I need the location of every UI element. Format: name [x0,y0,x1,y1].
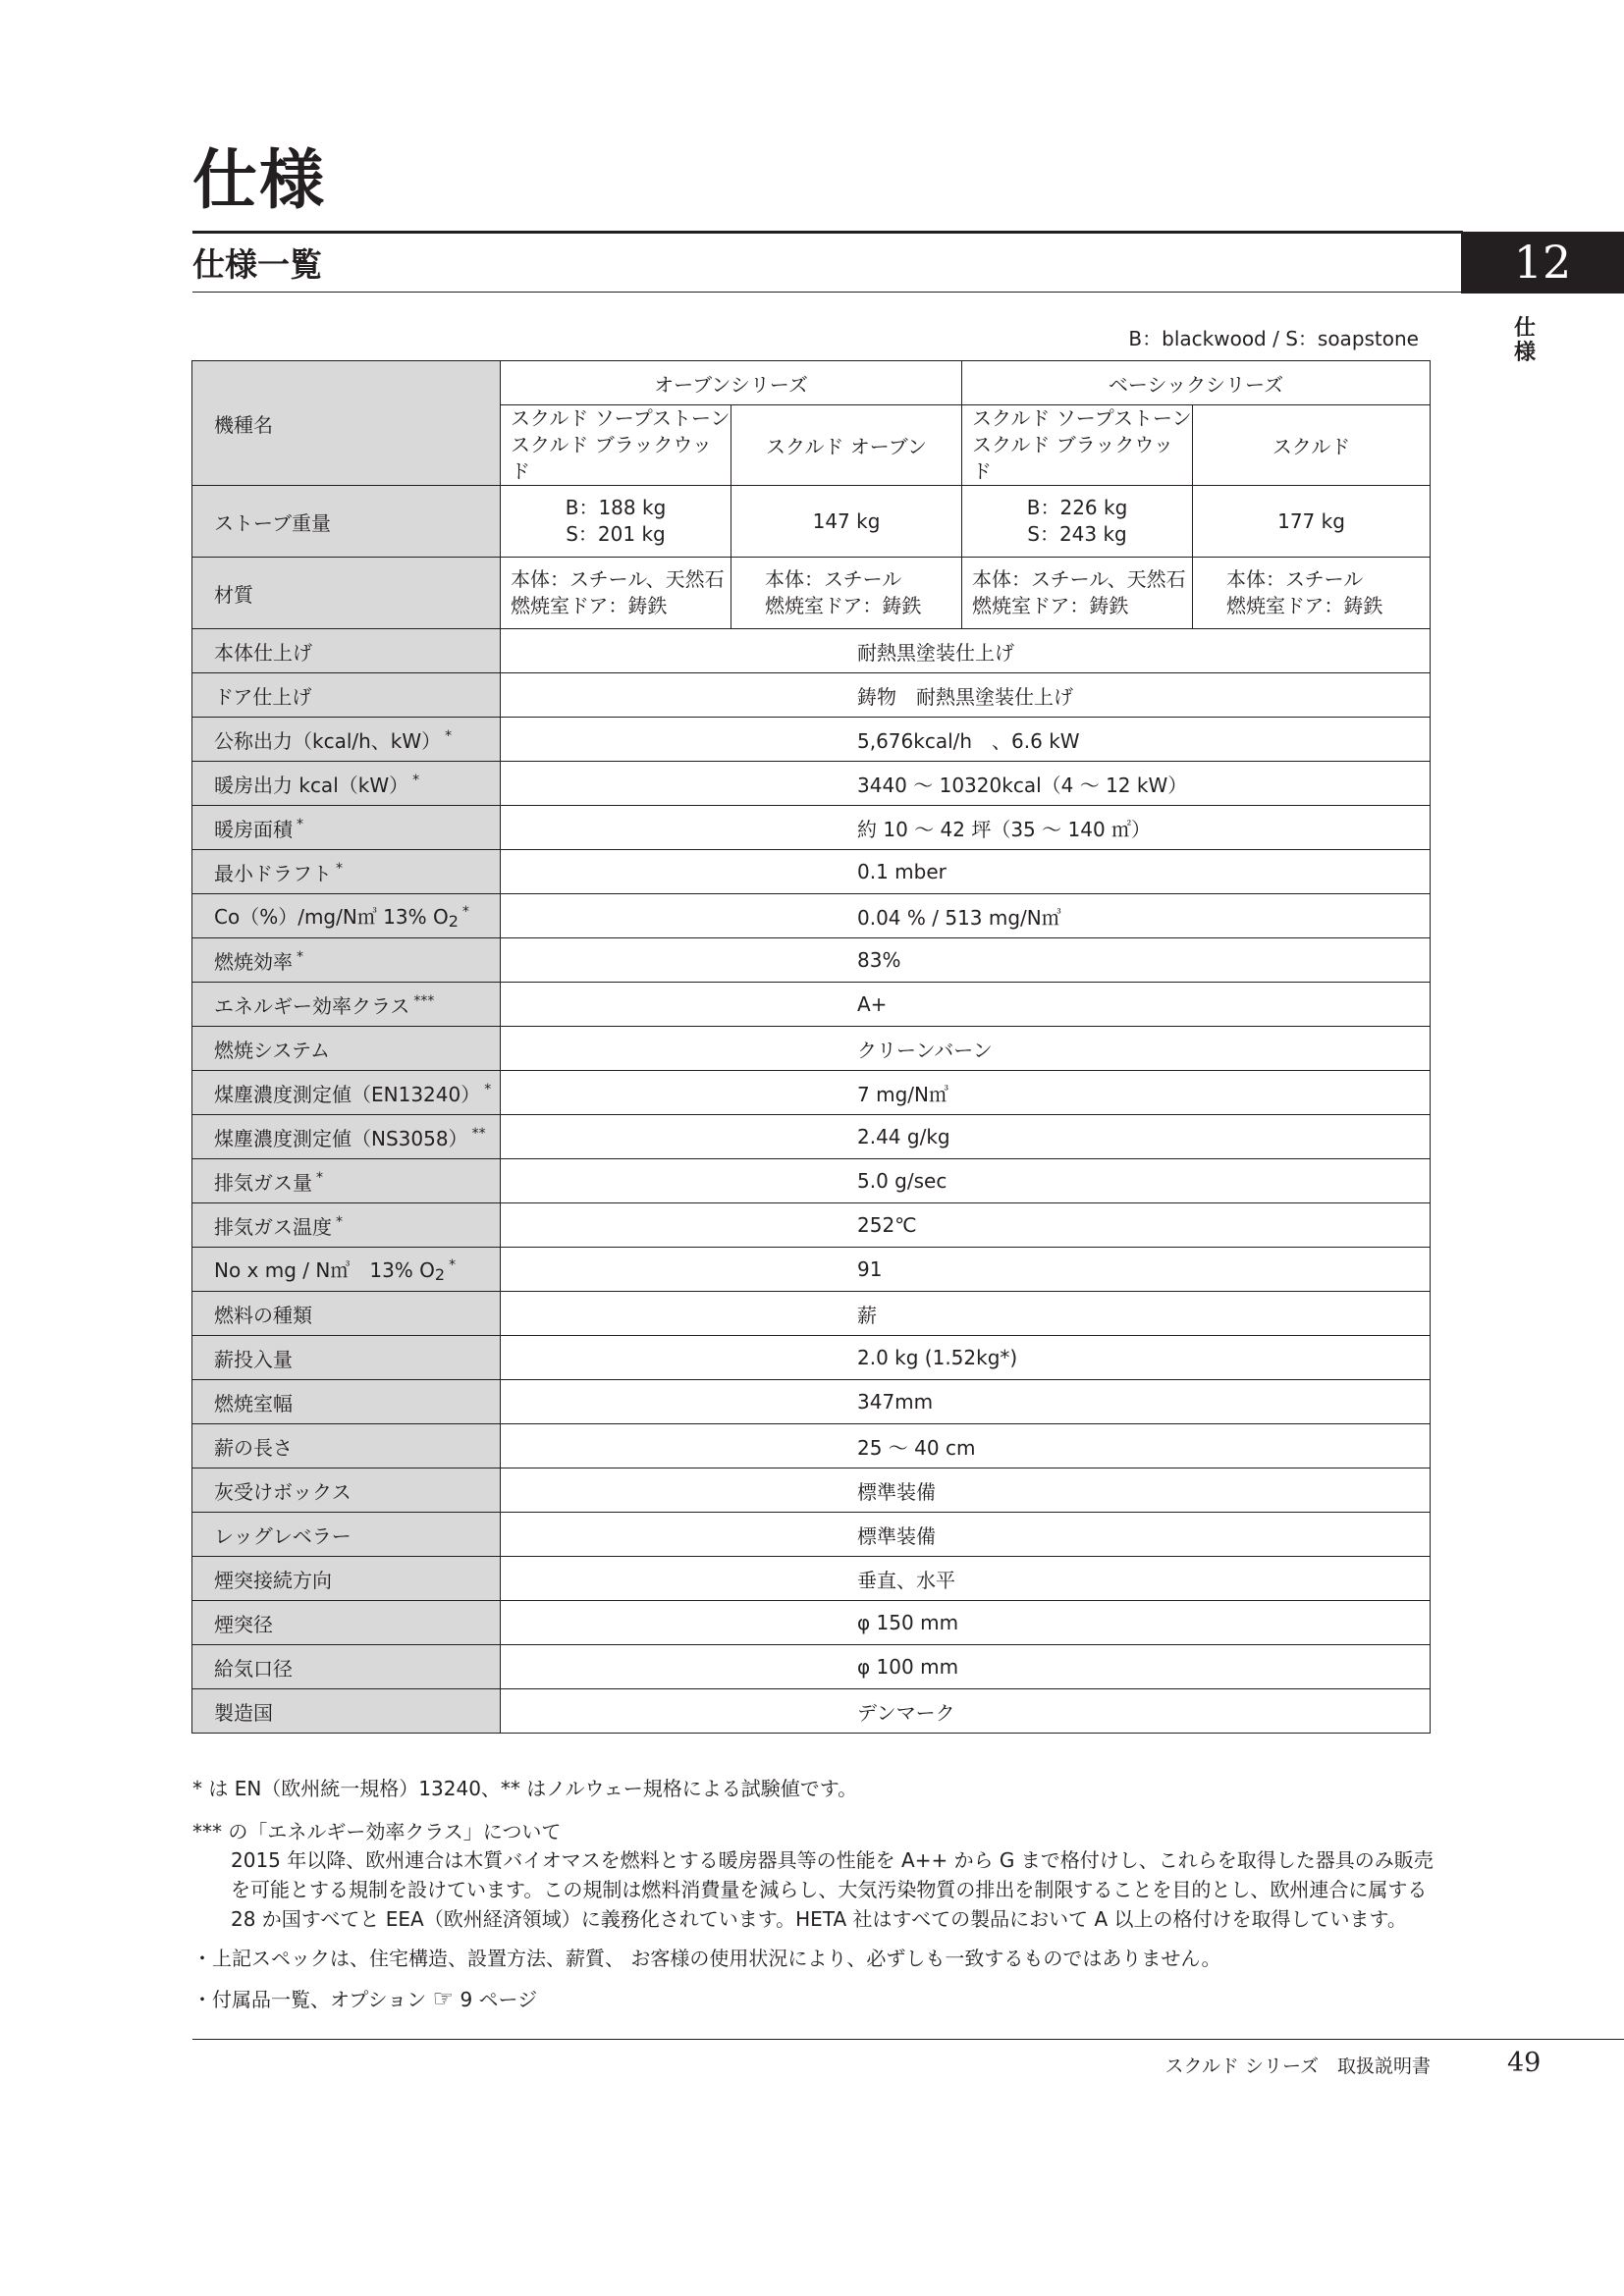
row-label-text: 燃焼室幅 [214,1391,293,1415]
note-accessories [192,1985,537,2014]
chapter-side-label [1510,316,1540,365]
row-footnote-mark: * [412,772,420,788]
row-label-text: 製造国 [214,1700,273,1725]
row-label-text: 灰受けボックス [214,1479,352,1504]
row-label [192,1203,501,1248]
row-label [192,1689,501,1734]
row-value: 鋳物 耐熱黒塗装仕上げ [501,673,1431,718]
row-value: 5.0 g/sec [501,1159,1431,1203]
material-line: 燃焼室ドア：鋳鉄 [972,594,1129,617]
model-col3 [962,405,1193,486]
model-col2: スクルド オーブン [731,405,962,486]
row-value: 標準装備 [501,1468,1431,1513]
row-label-text: 煙突接続方向 [214,1568,332,1592]
row-value: 83% [501,938,1431,983]
row-footnote-mark: * [445,727,453,744]
row-value: A+ [501,983,1431,1027]
row-value: 25 ～ 40 cm [501,1424,1431,1468]
material-col4 [1193,558,1431,629]
row-label [192,850,501,894]
row-value: 252℃ [501,1203,1431,1248]
row-label [192,1071,501,1115]
weight-label: ストーブ重量 [192,486,501,558]
row-label [192,1424,501,1468]
table-row [192,1689,1431,1734]
model-line: スクルド ソープストーン [511,406,731,430]
row-label [192,983,501,1027]
accessories-text: ・付属品一覧、オプション [192,1988,427,2011]
row-label-text: 給気口径 [214,1656,293,1681]
row-label [192,1248,501,1292]
row-label-subscript: 2 [448,912,459,931]
row-label-text: エネルギー効率クラス [214,993,410,1018]
row-value: 2.44 g/kg [501,1115,1431,1159]
title-rule [192,231,1463,234]
table-row [192,673,1431,718]
table-row [192,1645,1431,1689]
row-label [192,806,501,850]
row-label [192,1027,501,1071]
row-footnote-mark: * [336,860,343,877]
row-label [192,1292,501,1336]
table-row [192,629,1431,673]
row-label [192,1336,501,1380]
row-value: 約 10 ～ 42 坪（35 ～ 140 ㎡） [501,806,1431,850]
row-label [192,629,501,673]
side-label-char: 様 [1513,340,1536,365]
row-label-text: Co（%）/mg/N㎥ 13% O [214,905,449,929]
row-label [192,1601,501,1645]
table-row [192,1513,1431,1557]
weight-line: B：188 kg [565,496,667,519]
section-subtitle: 仕様一覧 [192,245,322,284]
row-label-text: 煤塵濃度測定値（NS3058） [214,1126,468,1150]
row-label [192,673,501,718]
open-series-header: オーブンシリーズ [501,361,962,405]
spec-rows [192,629,1431,1734]
table-row [192,1159,1431,1203]
accessories-page-ref: 9 ページ [460,1988,538,2011]
note-test-standard: * は EN（欧州統一規格）13240、** はノルウェー規格による試験値です。 [192,1777,858,1800]
row-label [192,1557,501,1601]
basic-series-header: ベーシックシリーズ [962,361,1431,405]
row-label [192,1115,501,1159]
table-row [192,762,1431,806]
table-row [192,1027,1431,1071]
row-label-subscript: 2 [434,1265,446,1284]
row-label-text: レッグレベラー [214,1523,352,1548]
row-value: φ 100 mm [501,1645,1431,1689]
row-label-text: 本体仕上げ [214,640,312,665]
row-footnote-mark: * [316,1169,323,1186]
row-label [192,762,501,806]
page-number: 49 [1507,2048,1542,2078]
note-energy-class-body [231,1845,1434,1934]
material-line: 本体：スチール [1226,567,1364,591]
row-value: 垂直、水平 [501,1557,1431,1601]
model-line: スクルド ブラックウッド [511,433,712,483]
material-line: 本体：スチール、天然石 [972,567,1186,591]
weight-row [192,486,1431,558]
row-value: 2.0 kg (1.52kg*) [501,1336,1431,1380]
material-legend: B：blackwood / S：soapstone [1128,327,1419,350]
subtitle-rule [192,292,1463,293]
note-line: を可能とする規制を設けています。この規制は燃料消費量を減らし、大気汚染物質の排出を制限することを目的とし、欧州連合に属する [231,1878,1428,1901]
row-label-text: No x mg / N㎥ 13% O [214,1258,435,1282]
note-disclaimer: ・上記スペックは、住宅構造、設置方法、薪質、 お客様の使用状況により、必ずしも一致するものではありません。 [192,1947,1221,1970]
table-row [192,1248,1431,1292]
table-row [192,806,1431,850]
table-row [192,1468,1431,1513]
model-line: スクルド ブラックウッド [972,433,1173,483]
row-label-text: 排気ガス量 [214,1170,312,1195]
row-footnote-mark: * [461,904,469,921]
row-label-text: 燃焼システム [214,1038,330,1062]
row-footnote-mark: *** [413,992,435,1009]
side-label-char: 仕 [1513,315,1536,341]
table-row [192,1203,1431,1248]
row-value: 5,676kcal/h 、6.6 kW [501,718,1431,762]
row-value: 91 [501,1248,1431,1292]
table-row [192,1557,1431,1601]
row-label [192,1380,501,1424]
footer-manual-title: スクルド シリーズ 取扱説明書 [1164,2056,1431,2077]
page-title: 仕様 [192,141,326,218]
row-footnote-mark: * [297,948,303,965]
material-row [192,558,1431,629]
row-label-text: 煤塵濃度測定値（EN13240） [214,1082,481,1106]
table-row [192,894,1431,938]
table-row [192,1336,1431,1380]
material-line: 本体：スチール、天然石 [511,567,725,591]
row-label [192,1468,501,1513]
row-value: 0.1 mber [501,850,1431,894]
row-value: デンマーク [501,1689,1431,1734]
row-value: 3440 ～ 10320kcal（4 ～ 12 kW） [501,762,1431,806]
pointing-hand-icon: ☞ [432,1985,455,2012]
model-col4: スクルド [1193,405,1431,486]
row-value: 0.04 % / 513 mg/N㎥ [501,894,1431,938]
footer-rule [192,2039,1624,2040]
material-line: 燃焼室ドア：鋳鉄 [1226,594,1383,617]
row-label [192,1159,501,1203]
row-label-text: 最小ドラフト [214,861,332,885]
row-label-text: 薪投入量 [214,1347,293,1371]
row-value: 耐熱黒塗装仕上げ [501,629,1431,673]
table-row [192,850,1431,894]
row-value: クリーンバーン [501,1027,1431,1071]
weight-col3 [962,486,1193,558]
row-label [192,1645,501,1689]
row-value: φ 150 mm [501,1601,1431,1645]
row-label-text: 暖房出力 kcal（kW） [214,773,409,797]
row-label-text: 暖房面積 [214,817,293,841]
row-label-text: 公称出力（kcal/h、kW） [214,728,442,753]
table-row [192,1071,1431,1115]
table-row [192,1380,1431,1424]
row-footnote-mark: * [297,816,303,832]
material-label: 材質 [192,558,501,629]
table-row [192,1601,1431,1645]
table-row [192,1424,1431,1468]
row-label-text: 燃料の種類 [214,1303,312,1327]
table-header-row [192,361,1431,405]
material-col1 [501,558,731,629]
material-line: 本体：スチール [765,567,902,591]
weight-col4: 177 kg [1193,486,1431,558]
row-label [192,938,501,983]
row-footnote-mark: * [449,1257,457,1274]
spec-table [191,360,1431,1734]
model-name-label: 機種名 [192,361,501,486]
row-footnote-mark: ** [471,1125,486,1142]
row-label-text: ドア仕上げ [214,684,312,709]
material-col2 [731,558,962,629]
row-label-text: 煙突径 [214,1612,273,1636]
table-row [192,983,1431,1027]
row-label [192,718,501,762]
note-line: 2015 年以降、欧州連合は木質バイオマスを燃料とする暖房器具等の性能を A++ から G まで格付けし、これらを取得した器具のみ販売 [231,1848,1434,1872]
table-row [192,718,1431,762]
weight-col1 [501,486,731,558]
row-label-text: 燃焼効率 [214,949,293,974]
chapter-number: 12 [1461,232,1624,294]
material-col3 [962,558,1193,629]
row-label [192,1513,501,1557]
material-line: 燃焼室ドア：鋳鉄 [765,594,922,617]
row-value: 7 mg/N㎥ [501,1071,1431,1115]
row-value: 薪 [501,1292,1431,1336]
row-footnote-mark: * [484,1081,492,1097]
note-energy-class-title: *** の「エネルギー効率クラス」について [192,1820,562,1843]
row-label-text: 薪の長さ [214,1435,293,1460]
model-col1 [501,405,731,486]
model-line: スクルド ソープストーン [972,406,1192,430]
row-label-text: 排気ガス温度 [214,1214,332,1239]
weight-col2: 147 kg [731,486,962,558]
row-value: 347mm [501,1380,1431,1424]
note-line: 28 か国すべてと EEA（欧州経済領域）に義務化されています。HETA 社はすべての製品において A 以上の格付けを取得しています。 [231,1907,1407,1931]
table-row [192,938,1431,983]
weight-line: S：201 kg [566,522,666,546]
row-label [192,894,501,938]
weight-line: S：243 kg [1027,522,1127,546]
material-line: 燃焼室ドア：鋳鉄 [511,594,668,617]
table-row [192,1115,1431,1159]
weight-line: B：226 kg [1026,496,1128,519]
row-value: 標準装備 [501,1513,1431,1557]
row-footnote-mark: * [336,1213,343,1230]
table-row [192,1292,1431,1336]
